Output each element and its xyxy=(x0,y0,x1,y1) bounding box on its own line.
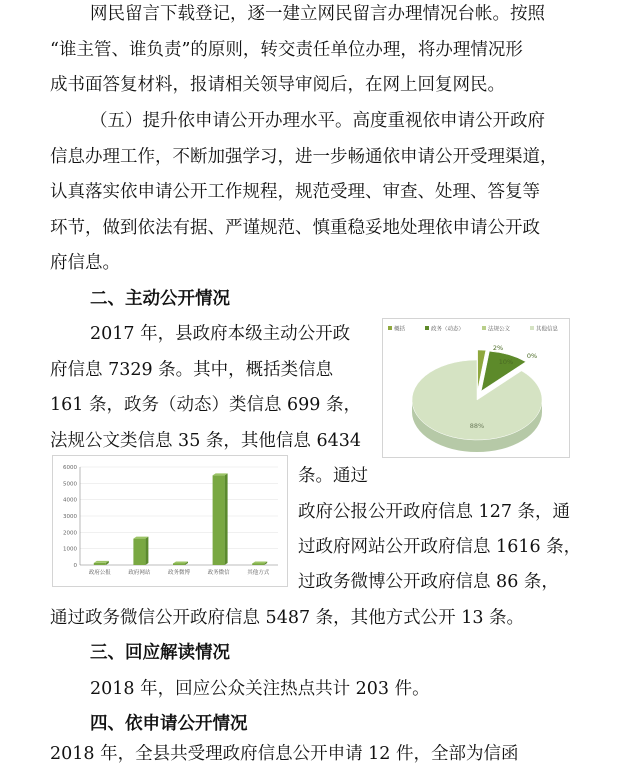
p1-line-3: 成书面答复材料，报请相关领导审阅后，在网上回复网民。 xyxy=(50,75,505,95)
bar-x-tick-label: 政府公报 xyxy=(88,570,111,576)
bar-side xyxy=(225,473,228,565)
bar-x-tick-label: 政务微信 xyxy=(207,570,230,576)
p1-line-2: “谁主管、谁负责”的原则，转交责任单位办理，将办理情况形 xyxy=(50,40,523,60)
p2-line-5: 府信息。 xyxy=(50,253,120,273)
bar-x-tick-label: 政府网站 xyxy=(128,570,151,576)
p3-line-1: 2017 年，县政府本级主动公开政 xyxy=(90,324,351,344)
p2-line-2: 信息办理工作，不断加强学习，进一步畅通依申请公开受理渠道， xyxy=(50,147,558,167)
pie-legend-swatch xyxy=(388,326,392,330)
pie-data-label: 0% xyxy=(526,352,538,360)
section-heading-response: 三、回应解读情况 xyxy=(90,643,230,663)
p3-line-9: 通过政务微信公开政府信息 5487 条，其他方式公开 13 条。 xyxy=(50,608,525,628)
pie-legend-label: 概括 xyxy=(394,326,406,333)
p2-line-4: 环节，做到依法有据、严谨规范、慎重稳妥地处理依申请公开政 xyxy=(50,218,540,238)
pie-chart xyxy=(382,318,570,458)
bar-y-tick-label: 3000 xyxy=(63,514,77,520)
pie-legend-swatch xyxy=(482,326,486,330)
pie-data-label: 88% xyxy=(469,422,485,430)
pie-legend-swatch xyxy=(530,326,534,330)
p3-line-8: 过政务微博公开政府信息 86 条， xyxy=(298,572,559,592)
pie-legend-label: 其他信息 xyxy=(536,326,559,333)
p3-line-2: 府信息 7329 条。其中，概括类信息 xyxy=(50,360,334,380)
bar-x-tick-label: 政务微博 xyxy=(167,570,191,576)
bar-mark xyxy=(173,564,185,566)
bar-y-tick-label: 2000 xyxy=(63,530,77,537)
pie-chart-svg xyxy=(382,318,570,458)
bar-mark xyxy=(252,564,264,566)
p5-line: 2018 年，全县共受理政府信息公开申请 12 件，全部为信函 xyxy=(50,744,519,764)
p3-line-7: 过政府网站公开政府信息 1616 条， xyxy=(298,537,582,557)
pie-data-label: 2% xyxy=(492,344,504,352)
p1-line-1: 网民留言下载登记，逐一建立网民留言办理情况台帐。按照 xyxy=(90,4,545,24)
p3-line-5: 条。通过 xyxy=(298,466,368,486)
bar-mark xyxy=(213,475,225,565)
bar-y-tick-label: 5000 xyxy=(63,481,77,488)
bar-chart xyxy=(52,455,288,587)
p2-line-3: 认真落实依申请公开工作规程，规范受理、审查、处理、答复等 xyxy=(50,182,540,202)
bar-x-tick-label: 其他方式 xyxy=(247,570,270,576)
p3-line-3: 161 条，政务（动态）类信息 699 条， xyxy=(50,395,361,415)
pie-legend-label: 政务（动态） xyxy=(431,326,465,333)
pie-data-label: 10% xyxy=(498,358,514,366)
p3-line-4: 法规公文类信息 35 条，其他信息 6434 xyxy=(50,431,361,451)
pie-legend-label: 法规公文 xyxy=(488,326,511,333)
pie-legend-swatch xyxy=(425,326,429,330)
bar-chart-svg xyxy=(52,455,288,587)
bar-y-tick-label: 1000 xyxy=(63,546,77,553)
p4-line: 2018 年，回应公众关注热点共计 203 件。 xyxy=(90,679,430,699)
bar-y-tick-label: 0 xyxy=(73,563,77,569)
section-heading-proactive: 二、主动公开情况 xyxy=(90,289,230,309)
bar-mark xyxy=(133,539,145,565)
bar-frame xyxy=(53,456,288,587)
p2-line-1: （五）提升依申请公开办理水平。高度重视依申请公开政府 xyxy=(90,111,545,131)
bar-y-tick-label: 6000 xyxy=(63,465,77,471)
section-heading-request: 四、依申请公开情况 xyxy=(90,714,248,734)
bar-side xyxy=(145,537,148,565)
bar-mark xyxy=(94,563,106,565)
p3-line-6: 政府公报公开政府信息 127 条，通 xyxy=(298,502,571,522)
bar-y-tick-label: 4000 xyxy=(63,497,77,504)
